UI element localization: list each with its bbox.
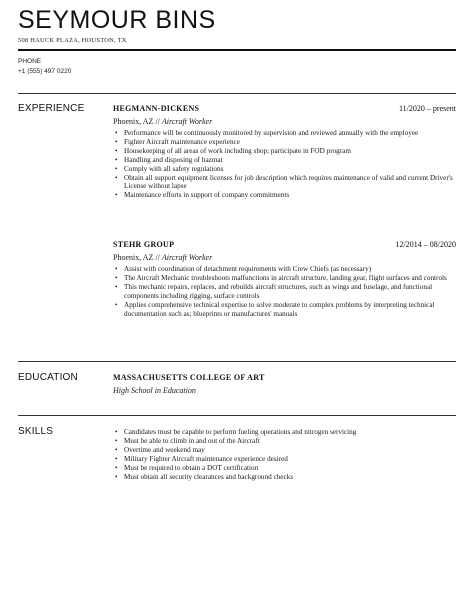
- skills-list: [113, 428, 456, 481]
- phone-number: +1 (555) 497 0220: [18, 68, 72, 75]
- job-title: Aircraft Worker: [161, 253, 213, 262]
- experience-heading: EXPERIENCE: [18, 103, 85, 114]
- header-divider: [18, 49, 456, 51]
- location-text: Phoenix, AZ //: [113, 117, 162, 126]
- location-text: Phoenix, AZ //: [113, 253, 162, 262]
- list-item: • Must be able to climb in and out of the Aircraft: [113, 437, 456, 446]
- section-divider: [18, 415, 456, 416]
- section-divider: [18, 361, 456, 362]
- list-item: • Comply with all safety regulations: [113, 165, 456, 174]
- section-divider: [18, 93, 456, 94]
- job-dates: 12/2014 – 08/2020: [395, 240, 456, 249]
- skills-heading: SKILLS: [18, 426, 54, 437]
- list-item: • Applies comprehensive technical expertise to solve moderate to complex problems by interpreting technical documentation such as; blueprints or manufactures' manuals: [113, 301, 456, 319]
- list-item: • This mechanic repairs, replaces, and rebuilds aircraft structures, such as wings and fuselage, and functional components including rigging, surface controls: [113, 283, 456, 301]
- list-item: • Handling and disposing of hazmat: [113, 156, 456, 165]
- list-item: • Housekeeping of all areas of work including shop; participate in FOD program: [113, 147, 456, 156]
- list-item: • The Aircraft Mechanic troubleshoots malfunctions in aircraft structure, landing gear, flight surfaces and controls: [113, 274, 456, 283]
- job-bullets: [113, 265, 456, 318]
- list-item: • Maintenance efforts in support of company commitments: [113, 191, 456, 200]
- employer-name: STEHR GROUP: [113, 240, 175, 249]
- job-entry: [113, 104, 456, 200]
- list-item: • Must be required to obtain a DOT certification: [113, 464, 456, 473]
- education-heading: EDUCATION: [18, 372, 78, 383]
- job-location: [113, 253, 456, 262]
- employer-name: HEGMANN-DICKENS: [113, 104, 200, 113]
- list-item: • Overtime and weekend may: [113, 446, 456, 455]
- job-location: [113, 117, 456, 126]
- job-dates: 11/2020 – present: [398, 104, 456, 113]
- list-item: • Fighter Aircraft maintenance experience: [113, 138, 456, 147]
- phone-label: PHONE: [18, 58, 42, 65]
- candidate-address: 508 HAUCK PLAZA, HOUSTON, TX: [18, 37, 127, 44]
- education-entry: [113, 373, 456, 395]
- list-item: • Obtain all support equipment licenses for job description which requires maintenance of valid and current Driver's License without lapse: [113, 174, 456, 192]
- list-item: • Military Fighter Aircraft maintenance experience desired: [113, 455, 456, 464]
- list-item: • Performance will be continuously monitored by supervision and reviewed annually with the employee: [113, 129, 456, 138]
- list-item: • Candidates must be capable to perform fueling operations and nitrogen servicing: [113, 428, 456, 437]
- job-bullets: [113, 129, 456, 200]
- job-title: Aircraft Worker: [161, 117, 213, 126]
- job-entry: [113, 240, 456, 318]
- skills-entry: [113, 425, 456, 481]
- list-item: • Must obtain all security clearances and background checks: [113, 473, 456, 482]
- list-item: • Assist with coordination of detachment requirements with Crew Chiefs (as necessary): [113, 265, 456, 274]
- degree: High School in Education: [113, 386, 196, 395]
- school-name: MASSACHUSETTS COLLEGE OF ART: [113, 373, 265, 382]
- candidate-name: SEYMOUR BINS: [18, 6, 216, 34]
